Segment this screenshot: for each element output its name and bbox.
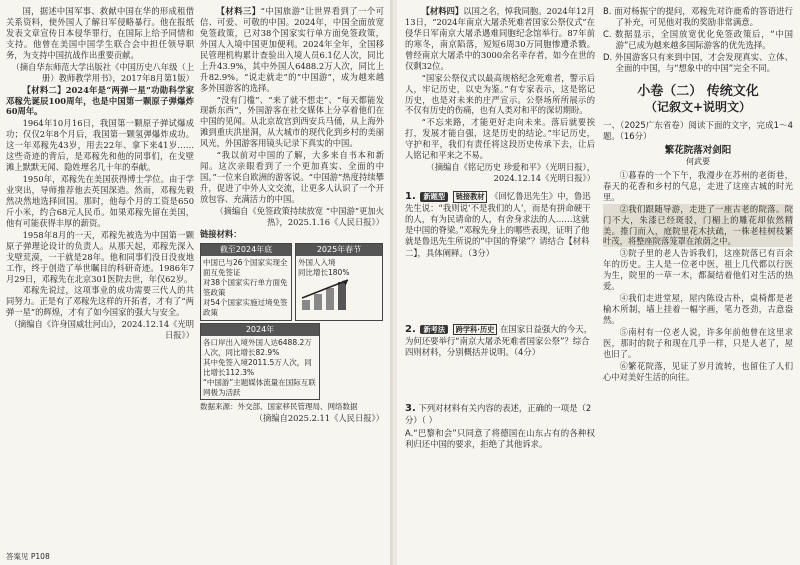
paragraph: ①暮春的一个下午，我漫步在苏州的老街巷，春天的花香和乡村的气息，走进了这座古城的时光里。 [603, 169, 793, 202]
material-2-heading: 【材料二】2024年是“两弹一星”功勋科学家邓稼先诞辰100周年，也是中国第一颗原子弹爆炸60周年。 [6, 84, 194, 117]
paragraph: “不忘来路，才能更好走向未来。落后就要挨打，发展才能自强，这是历史的结论。”牢记历史，守护和平，我们有责任将这段历史传承下去，让后人铭记和平来之不易。 [405, 117, 595, 161]
question-number: 1. [405, 191, 416, 202]
info-line: 其中免签入境2011.5万人次，同比增长112.3% [203, 357, 312, 377]
info-box-title: 截至2024年底 [201, 244, 291, 257]
info-line: 各口岸出入境外国人达6488.2万人次，同比增长82.9% [203, 338, 312, 358]
section-subtitle: （记叙文+说明文） [644, 99, 752, 114]
paragraph: ⑥繁花院落，见证了岁月流转，也留住了人们心中对美好生活的向往。 [603, 360, 793, 382]
info-box-visa [200, 243, 292, 321]
question-number: 3. [405, 403, 416, 415]
reading-intro: 一、（2025广东省卷）阅读下面的文字，完成1～4题。（16分） [603, 119, 793, 141]
question-text: 在国家日益强大的今天，为何还要举行“南京大屠杀死难者国家公祭”？综合四则材料，分别概括并说明。（4分） [405, 323, 593, 357]
source-note: （摘编自2025.2.11《人民日报》） [254, 413, 384, 424]
left-page [0, 0, 393, 565]
paragraph: “国家公祭仪式以最高规格纪念死难者，警示后人，牢记历史，以史为鉴。”有专家表示，这是铭记历史，也是对未来的庄严宣示。公祭场所所展示的不仅有历史的伤痛，也有人类对和平的深切期盼。 [405, 72, 595, 116]
paragraph: 邓稼先说过，这项事业的成功需要三代人的共同努力。正是有了邓稼先这样的开拓者，才有了“两弹一星”的辉煌，才有了如今国家的强大与安全。 [6, 285, 194, 318]
right-page [397, 0, 800, 565]
article-title: 繁花院落对剑阳 [664, 144, 732, 156]
info-box-body [201, 256, 291, 319]
paragraph: 以国之名，悼我同胞。2024年12月13日，“2024年南京大屠杀死难者国家公祭仪式”在侵华日军南京大屠杀遇难同胞纪念馆举行。87年前的寒冬，南京陷落，短短6周30万同胞惨遭杀戮。曾经南京大屠杀中的3000余名幸存者，如今在世的仅剩32位。 [405, 6, 595, 71]
question-tag: 链接教材 [453, 191, 488, 203]
section-title: 小卷（二） 传统文化 [637, 83, 759, 99]
paragraph: ③院子里的老人告诉我们，这座院落已有百余年的历史。主人是一位老中医，祖上几代都以行医为生，院里的一草一木，都凝结着他们对生活的热爱。 [603, 248, 793, 292]
info-line: 同比增长180% [298, 268, 350, 278]
question-3 [405, 402, 595, 426]
paragraph: 1950年，邓稼先在美国获得博士学位。由于学业突出，导师推荐他去英国深造。然而，邓稼先毅然决然地选择回国。那时，他每个月的工资是650斤小米，约合68元人民币。如果邓稼先留在美国，他有可能获得丰厚的薪资。 [6, 174, 194, 228]
option-d[interactable]: D. 外国游客只有来到中国，才会发现真实、立体、全面的中国，与“想象中的中国”完全不同。 [603, 52, 793, 74]
paragraph: “我以前对中国的了解，大多来自书本和新闻。这次亲眼看到了一个更加真实、全面的中国。”一位来自欧洲的游客说。“中国游”热度持续攀升，促进了中外人文交流，让更多人认识了一个开放包容、充满活力的中国。 [200, 150, 384, 204]
info-box-title: 2024年 [201, 324, 319, 337]
material-3-label: 【材料三】 [216, 6, 261, 16]
info-box-spring-festival [295, 243, 383, 321]
answer-page-note: 答案见 P108 [6, 552, 50, 562]
question-tag: 新考法 [420, 325, 448, 335]
link-material-title: 链接材料： [200, 228, 242, 239]
source-note: （摘编自《许身国威壮河山》，2024.12.14《光明日报》） [9, 319, 194, 341]
question-tag: 跨学科·历史 [453, 324, 498, 336]
source-note: （摘编自《铭记历史 珍爱和平》（光明日报），2024.12.14《光明日报》） [426, 162, 595, 184]
data-source: 数据来源：外交部、国家移民管理局、网络数据 [200, 402, 358, 412]
info-box-body [296, 256, 382, 317]
answer-space[interactable] [405, 358, 595, 396]
left-column-2 [200, 6, 384, 425]
question-tag: 新题型 [420, 192, 448, 202]
info-graphic-row [200, 241, 384, 321]
source-note: （摘编自《免签政策持续放宽 “中国游”更加火热》，2025.1.16《人民日报》） [215, 205, 384, 227]
question-text: 下列对材料有关内容的表述，正确的一项是（2分）（ ） [405, 403, 592, 426]
option-a[interactable]: A.“巴黎和会”只同意了将德国在山东占有的各种权利归还中国的要求，拒绝了其他诉求。 [405, 428, 595, 450]
info-line: 外国人入境 [298, 258, 336, 268]
option-b[interactable]: B. 面对杨振宁的提问，邓稼先对许鹿希的答语进行了补充，可见他对我的奖励非常满意。 [603, 6, 793, 28]
info-line: 中国已与26个国家实现全面互免签证 [203, 258, 288, 278]
info-line: “中国游”主题媒体流量在国际互联网极为活跃 [203, 377, 316, 397]
paragraph: ②我们跟随导游，走进了一座古老的院落。院门不大，朱漆已经斑驳，门楣上的雕花却依然精美。推门而入，庭院里花木扶疏，一株老桂树枝繁叶茂，将整座院落笼罩在浓荫之中。 [603, 203, 793, 247]
answer-space[interactable] [405, 259, 595, 317]
question-1 [405, 190, 595, 259]
growth-arrow-icon [298, 278, 378, 312]
question-2 [405, 323, 595, 358]
option-c[interactable]: C. 数据显示，全国放宽优化免签政策后，“中国游”已成为越来越多国际游客的优先选择。 [603, 29, 793, 51]
paragraph: 1964年10月16日，我国第一颗原子弹试爆成功；仅仅2年8个月后，我国第一颗氢弹爆炸成功。这一年邓稼先43岁，用去22年、拿下来41岁……这些奇迹的背后，是邓稼先和他的同事们，在戈壁滩上默默无闻、隐姓埋名几十年的奉献。 [6, 118, 194, 173]
paragraph: “没有门槛”、“来了就不想走”、“每天都能发现新东西”，外国游客在社交媒体上分享着他们在中国的见闻。从北京故宫到西安兵马俑，从上海外滩到重庆洪崖洞，从大城市的现代化到乡村的美丽风光，外国游客用镜头记录下真实的中国。 [200, 94, 384, 149]
info-line: 对38个国家实行单方面免签政策 [203, 278, 288, 297]
paragraph: ⑤南村有一位老人说，许多年前他曾在这里求医，那时的院子和现在几乎一样，只是人老了，屋也旧了。 [603, 326, 793, 359]
paragraph: 国，据述中国军事、救献中国在华的形成租借关系资料，使外国人了解日军侵略暴行。他在报纸发表文章宣传日本侵华罪行，在国际上给予同情和支持。他曾在美国中国学生联合会中担任领导职务，为支持中国抗战作出重要贡献。 [6, 6, 194, 60]
info-box-body [201, 336, 319, 399]
material-4-label: 【材料四】 [421, 6, 464, 16]
paragraph: “中国旅游”让世界看到了一个可信、可爱、可敬的中国。2024年，中国全面放宽免签政策，已对38个国家实行单方面免签政策，外国人入境中国更加便利。2024年全年，全国移民管理机构累计查验出入境人员6.1亿人次，同比上升43.9%，其中外国人6488.2万人次，同比上升82.9%。“说走就走”的“中国游”，成为越来越多外国游客的选择。 [200, 6, 384, 93]
right-column-2 [603, 6, 793, 384]
article-author: 何武要 [686, 157, 710, 167]
left-column-1 [6, 6, 194, 342]
info-box-title: 2025年春节 [296, 244, 382, 257]
paragraph: 1958年8月的一天，邓稼先被选为中国第一颗原子弹理论设计的负责人。从那天起，邓稼先深入戈壁荒漠，一干就是28年。他和同事们没日没夜地工作，终于创造了举世瞩目的科研奇迹。1986年7月29日，邓稼先在北京301医院去世，年仅62岁。 [6, 229, 194, 284]
source-note: （摘自华东师范大学出版社《中国历史八年级（上册）教师教学用书》，2017年8月第1版） [11, 61, 194, 83]
right-column-1 [405, 6, 595, 452]
info-line: 对54个国家实施过境免签政策 [203, 297, 288, 317]
info-box-2024 [200, 323, 320, 401]
question-number: 2. [405, 323, 416, 335]
options-list [603, 6, 793, 75]
paragraph: ④我们走进堂屋，屋内陈设古朴，桌椅都是老榆木所制，墙上挂着一幅字画，笔力苍劲，古意盎然。 [603, 293, 793, 325]
question-text: 《回忆鲁迅先生》中，鲁迅先生说：“我则说‘不是我们的人’，而是有拼命硬干的人，有为民请命的人，有舍身求法的人……这就是中国的脊梁。”邓稼先身上的哪些表现，证明了他就是鲁迅先生所说的“中国的脊梁”？请结合【材料二】，具体阐释。（3分） [405, 191, 591, 258]
